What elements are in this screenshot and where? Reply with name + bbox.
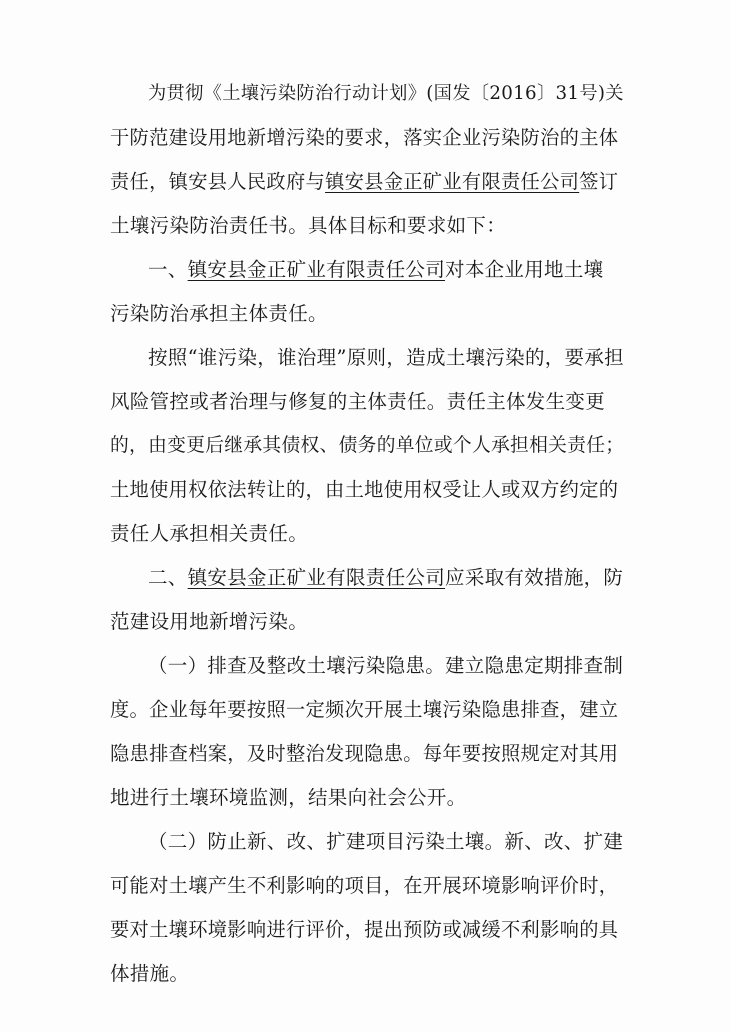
para-1-line-2: 风险管控或者治理与修复的主体责任。责任主体发生变更	[110, 390, 606, 413]
para-1-line-3: 的，由变更后继承其债权、债务的单位或个人承担相关责任；	[110, 435, 625, 456]
section-1-heading-cont: 污染防治承担主体责任。	[110, 302, 328, 325]
section-1-heading	[148, 256, 603, 284]
section-1-after: 对本企业用地土壤	[445, 258, 604, 281]
para-1-line-4: 土地使用权依法转让的，由土地使用权受让人或双方约定的	[110, 478, 619, 501]
para-2-line-3: 隐患排查档案，及时整治发现隐患。每年要按照规定对其用	[110, 742, 619, 765]
para-2-line-2: 度。企业每年要按照一定频次开展土壤污染隐患排查，建立	[110, 698, 619, 721]
para-1-line-1: 按照“谁污染，谁治理”原则，造成土壤污染的，要承担	[148, 346, 624, 369]
intro-line-4: 土壤污染防治责任书。具体目标和要求如下：	[110, 214, 507, 237]
para-2-line-1: （一）排查及整改土壤污染隐患。建立隐患定期排查制	[148, 654, 624, 677]
intro-line-2: 于防范建设用地新增污染的要求，落实企业污染防治的主体	[110, 126, 619, 149]
section-2-after: 应采取有效措施，防	[445, 566, 624, 589]
intro-line-3-before: 责任，镇安县人民政府与	[110, 170, 326, 193]
section-1-number: 一、	[148, 258, 188, 281]
para-3-line-3: 要对土壤环境影响进行评价，提出预防或减缓不利影响的具	[110, 918, 619, 941]
para-3-line-4: 体措施。	[110, 962, 190, 985]
company-name: 镇安县金正矿业有限责任公司	[187, 258, 446, 281]
company-name: 镇安县金正矿业有限责任公司	[187, 566, 446, 589]
section-2-number: 二、	[148, 566, 188, 589]
para-3-line-1: （二）防止新、改、扩建项目污染土壤。新、改、扩建	[148, 830, 624, 853]
company-name: 镇安县金正矿业有限责任公司	[325, 170, 580, 193]
intro-line-1: 为贯彻《土壤污染防治行动计划》(国发〔2016〕31号)关	[148, 83, 624, 104]
para-3-line-2: 可能对土壤产生不利影响的项目，在开展环境影响评价时，	[110, 874, 619, 897]
intro-line-3	[110, 168, 618, 196]
section-2-heading	[148, 564, 623, 592]
section-2-heading-cont: 范建设用地新增污染。	[110, 610, 309, 633]
para-2-line-4: 地进行土壤环境监测，结果向社会公开。	[110, 786, 467, 809]
para-1-line-5: 责任人承担相关责任。	[110, 522, 309, 545]
intro-line-3-after: 签订	[579, 170, 619, 193]
